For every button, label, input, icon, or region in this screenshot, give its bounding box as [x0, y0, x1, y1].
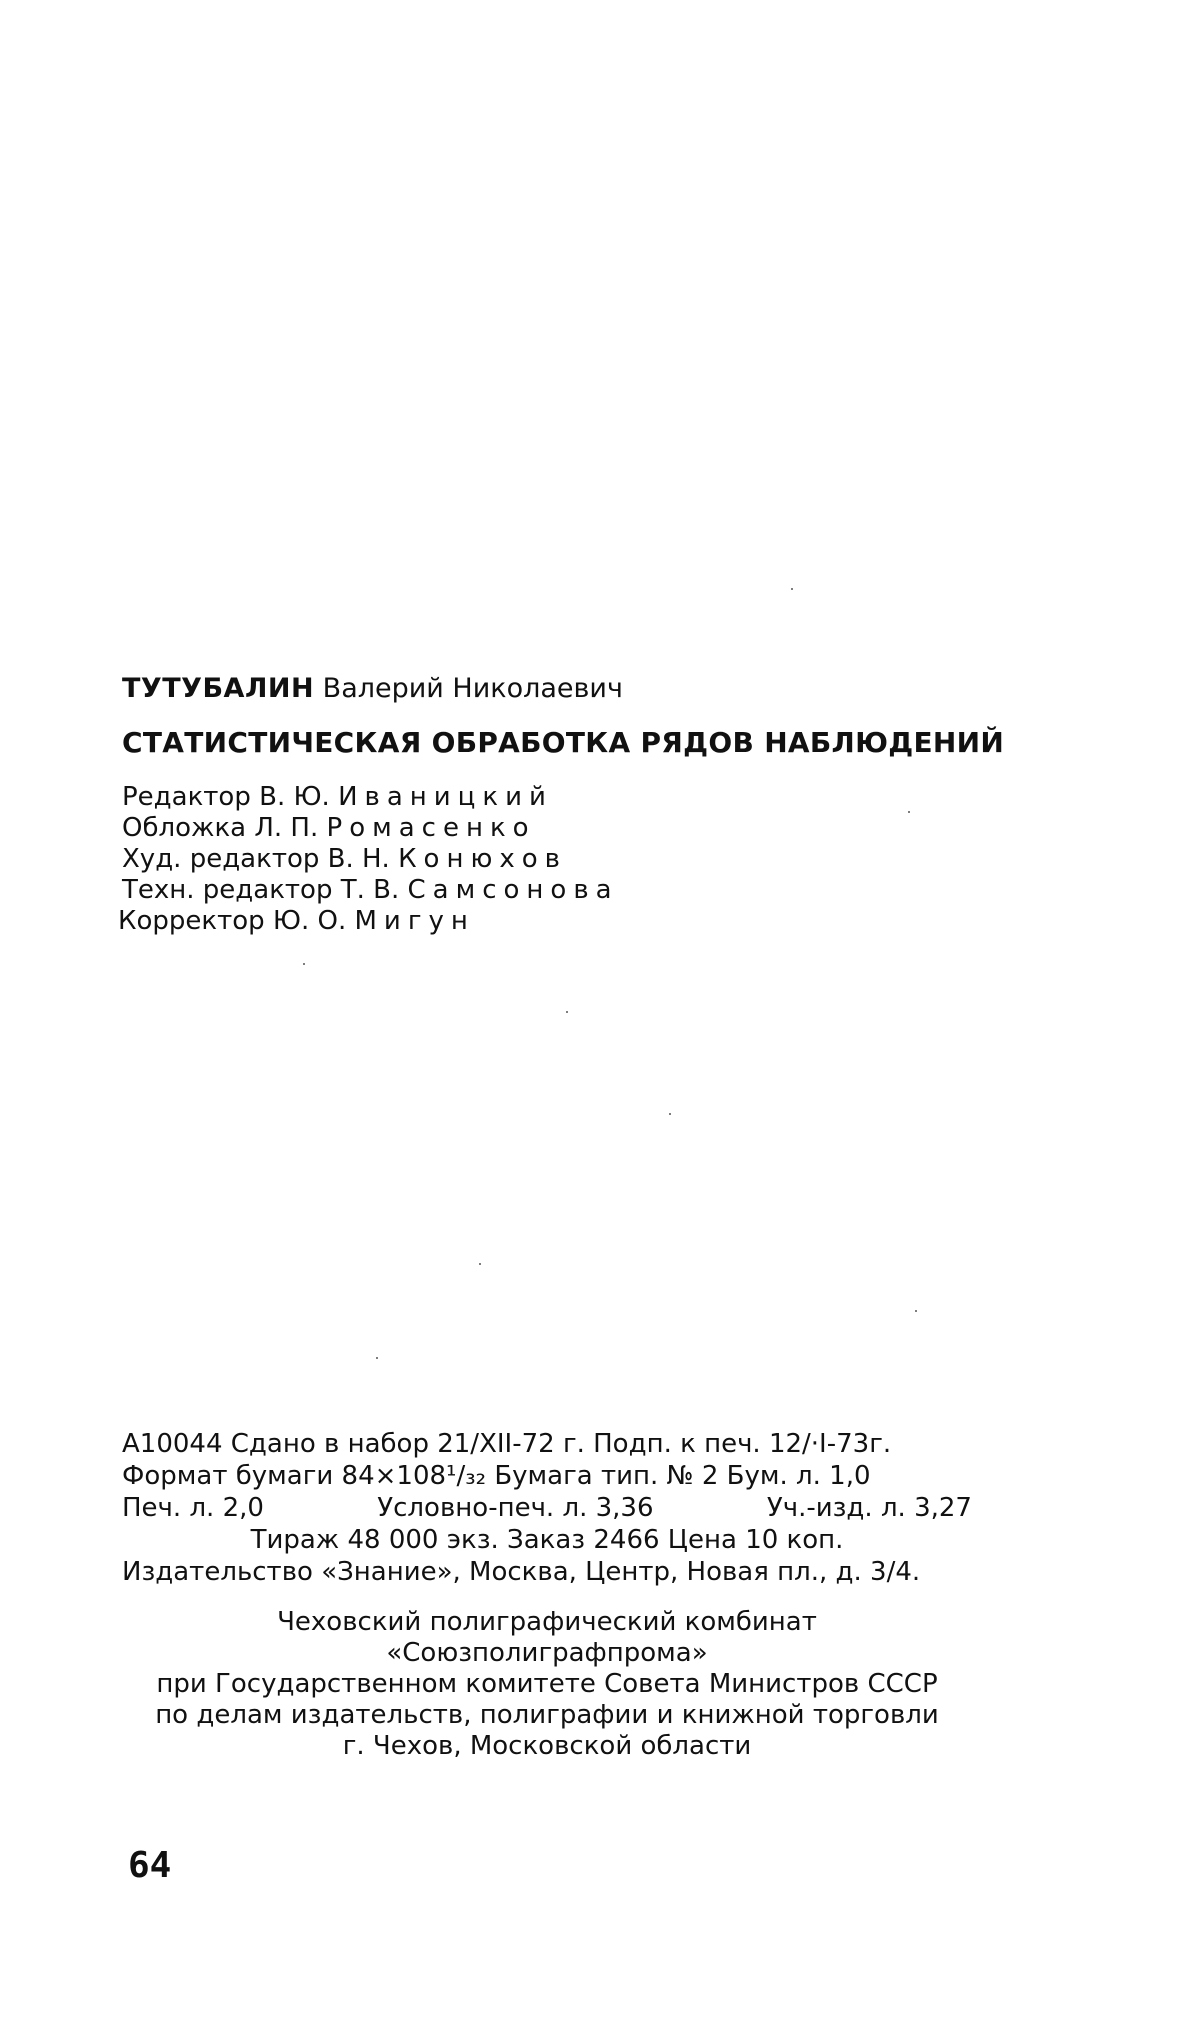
book-title: СТАТИСТИЧЕСКАЯ ОБРАБОТКА РЯДОВ НАБЛЮДЕНИЙ — [122, 726, 1005, 759]
author-name: Валерий Николаевич — [322, 673, 623, 704]
printer-line-5: г. Чехов, Московской области — [342, 1731, 752, 1761]
staff-cover — [122, 813, 536, 843]
staff-proofreader — [118, 906, 475, 936]
staff-role: Редактор В. Ю. — [122, 782, 330, 812]
staff-name: Ромасенко — [326, 813, 536, 843]
printer-line-3: при Государственном комитете Совета Министров СССР — [156, 1669, 938, 1699]
scan-speck — [479, 1263, 481, 1265]
staff-editor — [122, 782, 553, 812]
scan-speck — [376, 1357, 378, 1359]
imprint-line-4: Тираж 48 000 экз. Заказ 2466 Цена 10 коп. — [250, 1525, 844, 1555]
imprint-line-1: А10044 Сдано в набор 21/XII-72 г. Подп. к печ. 12/·I-73г. — [122, 1429, 892, 1459]
imprint-conv-sheets: Условно-печ. л. 3,36 — [377, 1493, 654, 1523]
author-surname: ТУТУБАЛИН — [122, 673, 315, 704]
scan-speck — [908, 811, 910, 813]
printer-line-2: «Союзполиграфпрома» — [386, 1638, 708, 1668]
author-line — [122, 673, 623, 704]
scan-speck — [791, 588, 793, 590]
staff-name: Самсонова — [407, 875, 619, 905]
scan-speck — [303, 963, 305, 965]
imprint-sheets: Печ. л. 2,0 — [122, 1493, 264, 1523]
staff-tech-editor — [122, 875, 619, 905]
staff-role: Корректор Ю. О. — [118, 906, 347, 936]
staff-name: Иваницкий — [338, 782, 553, 812]
imprint-line-2: Формат бумаги 84×108¹/₃₂ Бумага тип. № 2 Бум. л. 1,0 — [122, 1461, 871, 1491]
imprint-pub-sheets: Уч.-изд. л. 3,27 — [766, 1493, 972, 1523]
staff-role: Худ. редактор В. Н. — [122, 844, 390, 874]
scan-speck — [669, 1113, 671, 1115]
staff-role: Обложка Л. П. — [122, 813, 319, 843]
imprint-line-5: Издательство «Знание», Москва, Центр, Новая пл., д. 3/4. — [122, 1557, 921, 1587]
page-number: 64 — [128, 1845, 172, 1886]
staff-art-editor — [122, 844, 567, 874]
scan-speck — [566, 1011, 568, 1013]
staff-name: Мигун — [354, 906, 475, 936]
scan-speck — [915, 1310, 917, 1312]
printer-line-4: по делам издательств, полиграфии и книжной торговли — [155, 1700, 939, 1730]
staff-role: Техн. редактор Т. В. — [122, 875, 400, 905]
printer-line-1: Чеховский полиграфический комбинат — [277, 1607, 817, 1637]
imprint-line-3 — [122, 1493, 972, 1523]
staff-name: Конюхов — [398, 844, 567, 874]
